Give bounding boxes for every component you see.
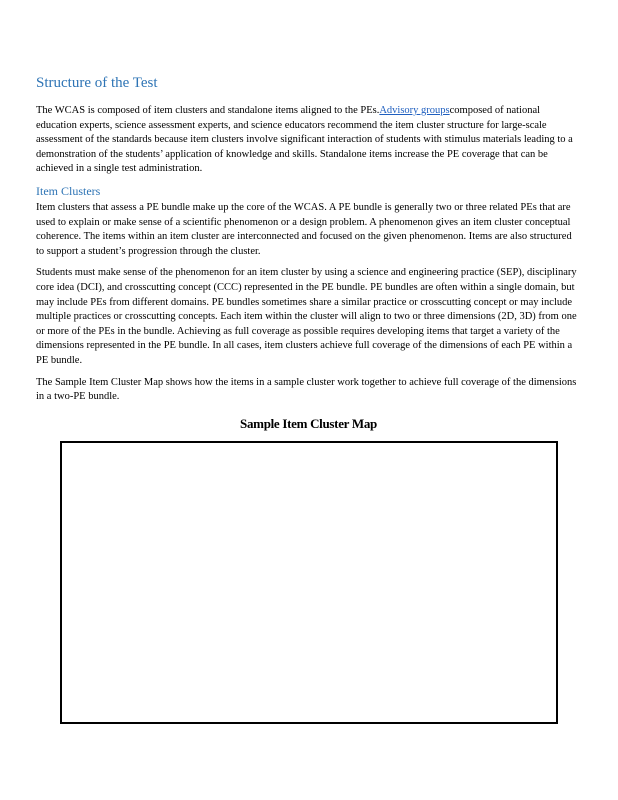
item-clusters-paragraph-3: The Sample Item Cluster Map shows how the items in a sample cluster work together to achieve full coverage of the dimensions in a two-PE bundle.: [36, 376, 577, 403]
intro-paragraph: [36, 104, 581, 177]
advisory-groups-link[interactable]: Advisory groups: [379, 105, 450, 116]
document-content: [36, 74, 581, 439]
section-title: Structure of the Test: [36, 75, 158, 91]
subsection-title: Item Clusters: [36, 183, 101, 198]
intro-text-after-link: composed of national education experts, science assessment experts, and science educators recommend the item cluster structure for large-scale assessment of the standards because item clusters involve significant interaction of students with stimulus materials leading to a demonstration of the students’ application of knowledge and skills. Standalone items increase the PE coverage that can be achieved in a single test administration.: [36, 105, 573, 175]
intro-text-before-link: The WCAS is composed of item clusters and standalone items aligned to the PEs.: [36, 105, 380, 116]
item-clusters-paragraph-2: Students must make sense of the phenomenon for an item cluster by using a science and engineering practice (SEP), disciplinary core idea (DCI), and crosscutting concept (CCC) represented in the PE bundle. PE bundles are often within a single domain, but may include PEs from different domains. PE bundles sometimes share a similar practice or crosscutting concept or may include multiple practices or crosscutting concepts. Each item within the cluster will align to two or three dimensions (2D, 3D) from one or more of the PEs in the bundle. Achieving as full coverage as possible requires developing items that target a variety of the dimensions represented in the PE bundle. In all cases, item clusters achieve full coverage of the dimensions of each PE within a PE bundle.: [36, 267, 577, 366]
sample-item-cluster-map-figure: [60, 441, 558, 724]
figure-title: Sample Item Cluster Map: [240, 415, 377, 431]
item-clusters-paragraph-1: Item clusters that assess a PE bundle make up the core of the WCAS. A PE bundle is generally two or three related PEs that are used to explain or make sense of a scientific phenomenon or a design problem. A phenomenon gives an item cluster conceptual coherence. The items within an item cluster are interconnected and focused on the given phenomenon. Items are also structured to support a student’s progression through the cluster.: [36, 201, 572, 257]
